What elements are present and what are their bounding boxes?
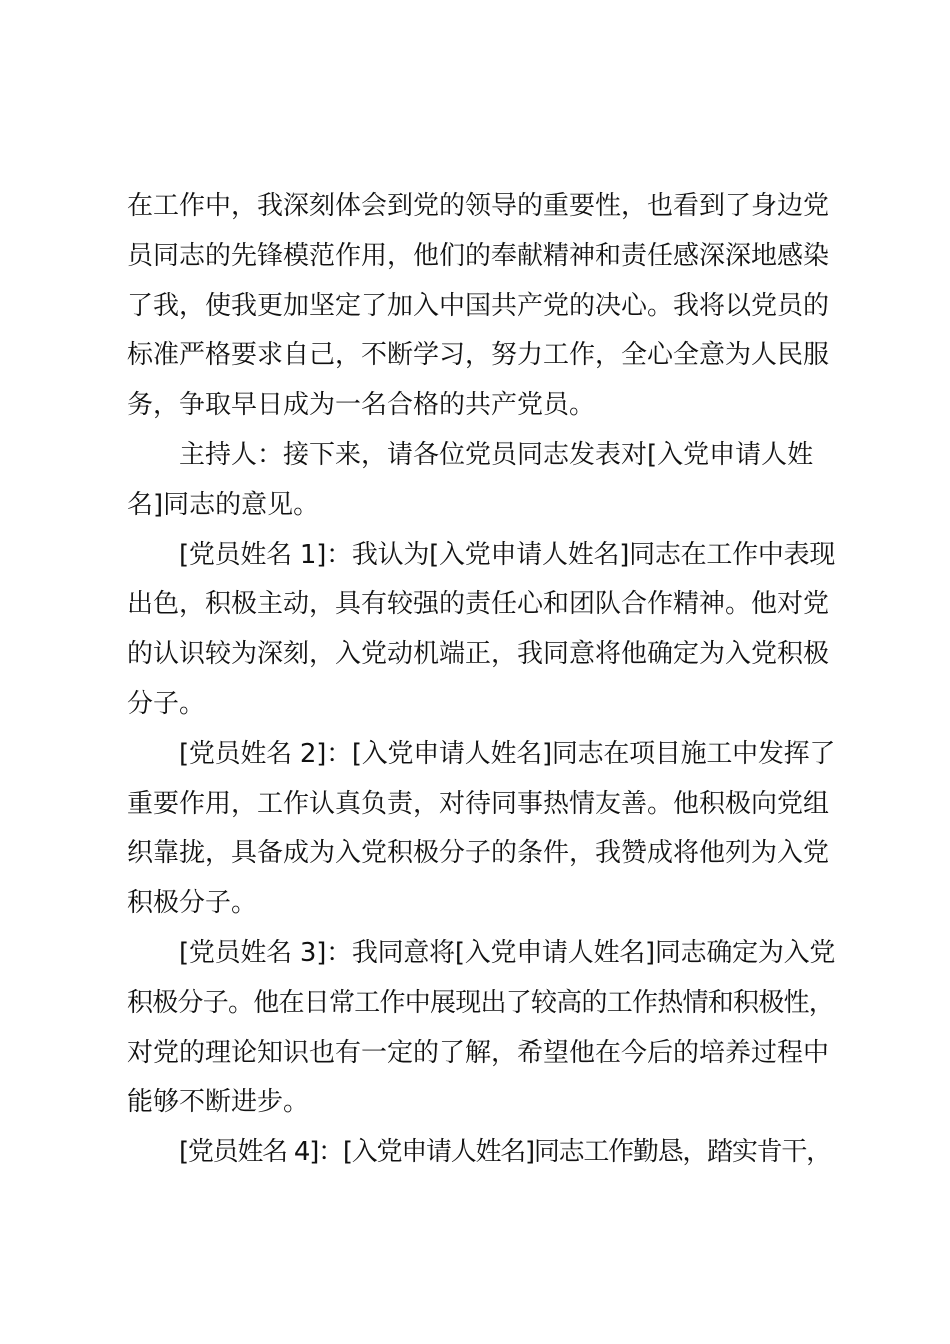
text-line: 了我，使我更加坚定了加入中国共产党的决心。我将以党员的	[127, 290, 830, 321]
text-line: 员同志的先锋模范作用，他们的奉献精神和责任感深深地感染	[127, 240, 830, 271]
text-line: 能够不断进步。	[127, 1087, 310, 1118]
paragraph-start-line: [党员姓名 1]：我认为[入党申请人姓名]同志在工作中表现	[179, 539, 836, 570]
text-line: 的认识较为深刻，入党动机端正，我同意将他确定为入党积极	[127, 639, 830, 670]
text-line: 务，争取早日成为一名合格的共产党员。	[127, 390, 596, 421]
paragraph-start-line: [党员姓名 3]：我同意将[入党申请人姓名]同志确定为入党	[179, 937, 836, 968]
text-line: 织靠拢，具备成为入党积极分子的条件，我赞成将他列为入党	[127, 838, 830, 869]
text-line: 积极分子。	[127, 888, 258, 919]
text-line: 积极分子。他在日常工作中展现出了较高的工作热情和积极性，	[127, 987, 835, 1018]
document-body	[127, 182, 837, 1178]
text-line: 对党的理论知识也有一定的了解，希望他在今后的培养过程中	[127, 1037, 830, 1068]
text-line: 在工作中，我深刻体会到党的领导的重要性，也看到了身边党	[127, 191, 830, 221]
text-line: 名]同志的意见。	[127, 489, 320, 520]
text-line: 出色，积极主动，具有较强的责任心和团队合作精神。他对党	[127, 589, 830, 620]
text-line: 分子。	[127, 688, 206, 719]
text-line: 标准严格要求自己，不断学习，努力工作，全心全意为人民服	[127, 340, 830, 371]
paragraph-start-line: 主持人：接下来，请各位党员同志发表对[入党申请人姓	[179, 439, 814, 470]
paragraph-start-line: [党员姓名 2]：[入党申请人姓名]同志在项目施工中发挥了	[179, 738, 836, 769]
paragraph-start-line: [党员姓名 4]：[入党申请人姓名]同志工作勤恳，踏实肯干，	[179, 1137, 831, 1168]
text-line: 重要作用，工作认真负责，对待同事热情友善。他积极向党组	[127, 788, 830, 819]
